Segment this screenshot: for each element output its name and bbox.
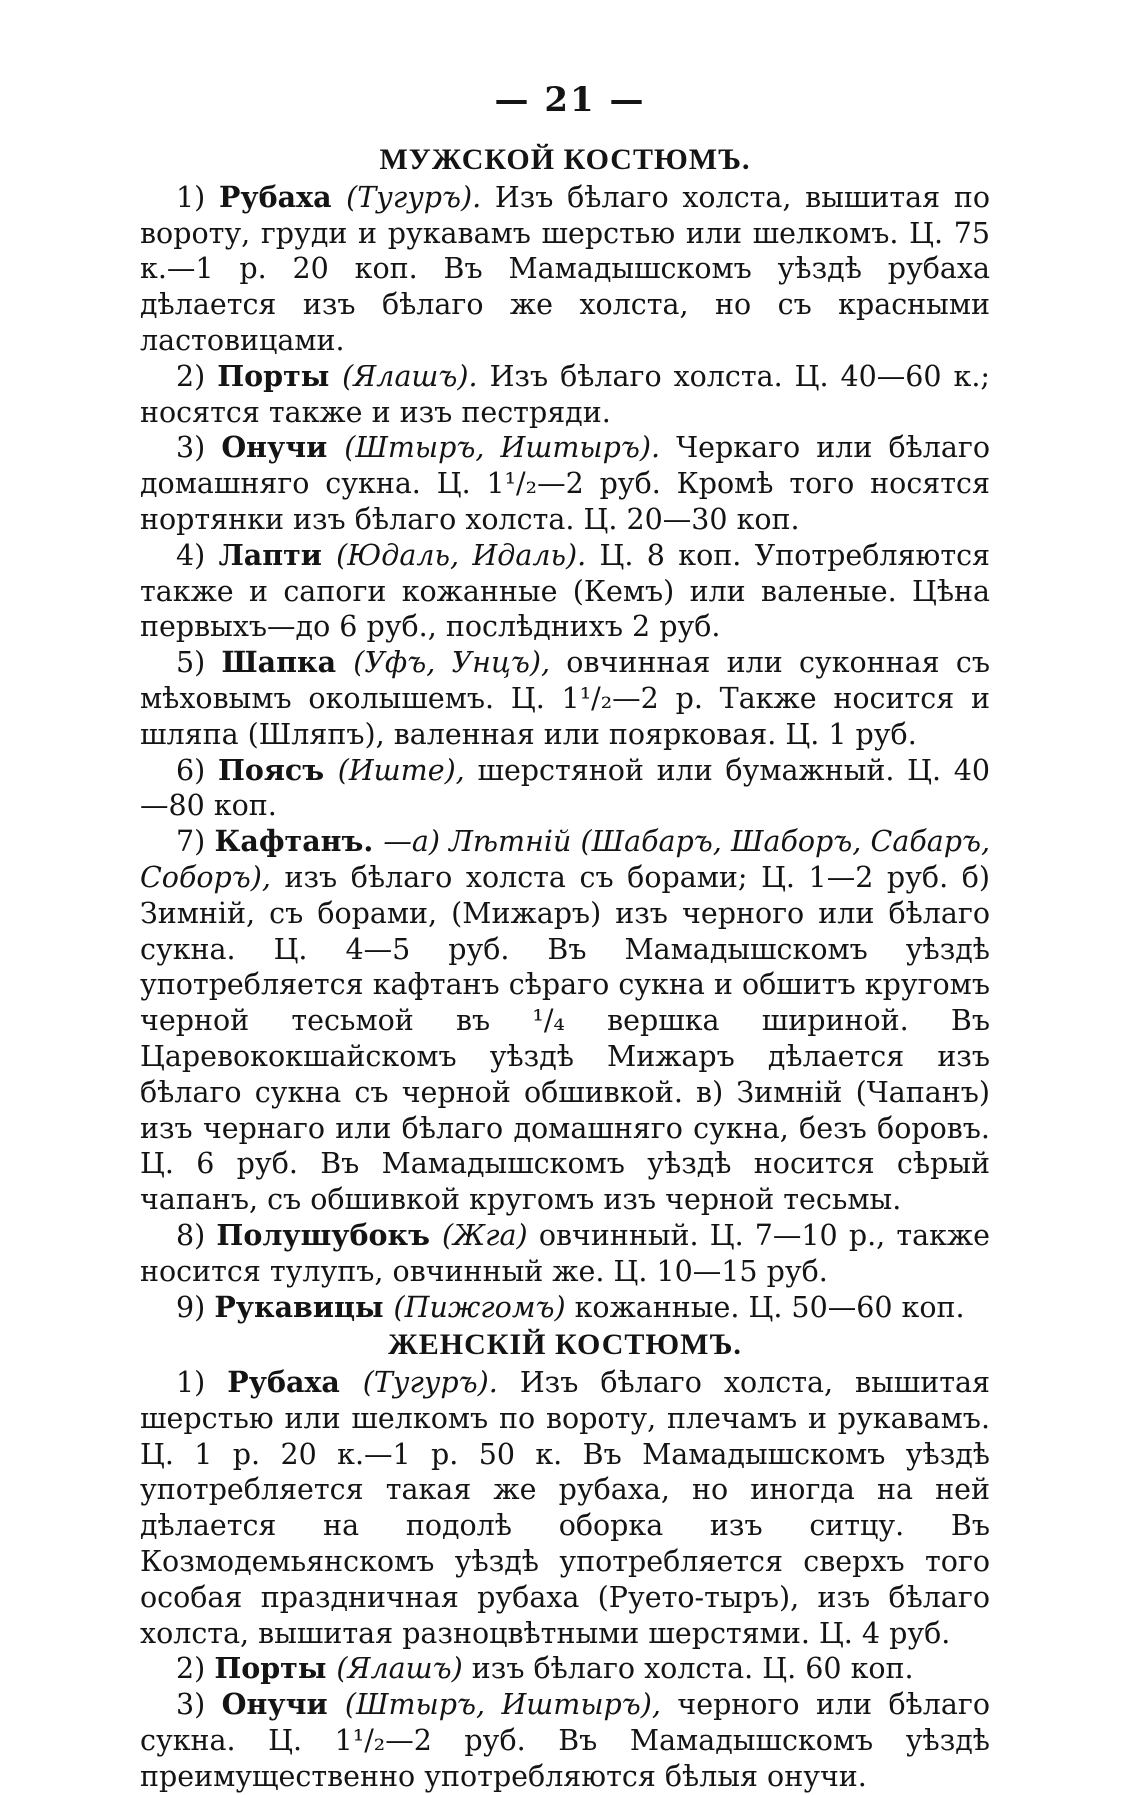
item-name: Рубаха bbox=[227, 1365, 363, 1400]
item-local-name: (Штыръ, Иштыръ), bbox=[344, 1688, 661, 1722]
item-local-name: (Пижгомъ) bbox=[393, 1290, 566, 1324]
item-name: Кафтанъ. bbox=[214, 824, 384, 859]
item-local-name: (Тугуръ). bbox=[346, 180, 482, 214]
item-description: черного или бѣлаго сукна. Ц. 1¹/₂—2 руб. Въ Мамадышскомъ уѣздѣ преимущественно употребляются бѣлыя онучи. bbox=[140, 1688, 990, 1793]
women-costume-heading: ЖЕНСКІЙ КОСТЮМЪ. bbox=[388, 1328, 742, 1362]
item-name: Лапти bbox=[218, 537, 337, 572]
item-name: Онучи bbox=[221, 430, 345, 465]
item-number: 7) bbox=[176, 825, 215, 859]
item-name: Порты bbox=[217, 358, 343, 393]
item-number: 1) bbox=[176, 180, 219, 214]
page-number: — 21 — bbox=[494, 80, 646, 120]
women-item-2 bbox=[140, 1651, 990, 1687]
item-number: 1) bbox=[176, 1366, 228, 1400]
item-description: овчинный. Ц. 7—10 р., также носится тулупъ, овчинный же. Ц. 10—15 руб. bbox=[140, 1218, 990, 1288]
item-local-name: (Ялашъ) bbox=[336, 1652, 463, 1686]
item-description: Изъ бѣлаго холста. Ц. 40—60 к.; носятся также и изъ пестряди. bbox=[140, 359, 991, 429]
item-description: кожанные. Ц. 50—60 коп. bbox=[565, 1290, 965, 1324]
item-description: шерстяной или бумажный. Ц. 40—80 коп. bbox=[140, 753, 990, 823]
item-name: Порты bbox=[214, 1651, 337, 1686]
men-costume-heading: МУЖСКОЙ КОСТЮМЪ. bbox=[379, 143, 751, 176]
item-description: Изъ бѣлаго холста, вышитая шерстью или шелкомъ по вороту, плечамъ и рукавамъ. Ц. 1 р. 20 к.—1 р. 50 к. Въ Мамадышскомъ уѣздѣ употребляется такая же рубаха, но иногда на ней дѣлается на подолѣ оборка изъ ситцу. Въ Козмодемьянскомъ уѣздѣ употребляется сверхъ того особая праздничная рубаха (Руето-тыръ), изъ бѣлаго холста, вышитая разноцвѣтными шерстями. Ц. 4 руб. bbox=[140, 1366, 991, 1650]
women-item-3 bbox=[140, 1687, 990, 1794]
men-item-4 bbox=[140, 538, 990, 645]
item-description: изъ бѣлаго холста съ борами; Ц. 1—2 руб. б) Зимній, съ борами, (Мижаръ) изъ черного или бѣлаго сукна. Ц. 4—5 руб. Въ Мамадышскомъ уѣздѣ употребляется кафтанъ сѣраго сукна и обшитъ кругомъ черной тесьмой въ ¹/₄ вершка шириной. Въ Царевококшайскомъ уѣздѣ Мижаръ дѣлается изъ бѣлаго сукна съ черной обшивкой. в) Зимній (Чапанъ) изъ чернаго или бѣлаго домашняго сукна, безъ боровъ. Ц. 6 руб. Въ Мамадышскомъ уѣздѣ носится сѣрый чапанъ, съ обшивкой кругомъ изъ черной тесьмы. bbox=[140, 860, 990, 1217]
item-name: Рубаха bbox=[218, 179, 347, 214]
item-local-name: (Уфъ, Унцъ), bbox=[353, 646, 551, 680]
item-number: 3) bbox=[176, 431, 222, 465]
item-number: 6) bbox=[176, 753, 218, 787]
item-description: Изъ бѣлаго холста, вышитая по вороту, груди и рукавамъ шерстью или шелкомъ. Ц. 75 к.—1 р. 20 коп. Въ Мамадышскомъ уѣздѣ рубаха дѣлается изъ бѣлаго же холста, но съ красными ластовицами. bbox=[140, 180, 991, 357]
women-item-1 bbox=[140, 1365, 990, 1651]
men-item-7 bbox=[140, 824, 990, 1218]
item-name: Онучи bbox=[221, 1687, 345, 1722]
item-name: Рукавицы bbox=[214, 1289, 394, 1324]
item-name: Шапка bbox=[221, 645, 354, 680]
men-item-9 bbox=[140, 1290, 990, 1326]
men-item-2 bbox=[140, 359, 990, 431]
item-local-name: (Жга) bbox=[442, 1218, 528, 1252]
item-number: 3) bbox=[176, 1688, 222, 1722]
men-items-list bbox=[140, 180, 990, 1326]
item-number: 2) bbox=[176, 1652, 215, 1686]
men-item-8 bbox=[140, 1218, 990, 1290]
item-local-name: (Тугуръ). bbox=[362, 1366, 498, 1400]
item-number: 4) bbox=[176, 538, 219, 572]
men-item-1 bbox=[140, 180, 990, 359]
item-local-name: (Юдаль, Идаль). bbox=[336, 538, 587, 572]
item-local-name: (Штыръ, Иштыръ). bbox=[344, 431, 661, 465]
item-local-name: —а) Лѣтній (Шабаръ, Шаборъ, Сабаръ, Соборъ), bbox=[140, 825, 991, 894]
item-number: 9) bbox=[176, 1290, 215, 1324]
men-item-3 bbox=[140, 430, 990, 537]
item-description: изъ бѣлаго холста. Ц. 60 коп. bbox=[462, 1652, 914, 1686]
item-description: Ц. 8 коп. Употребляются также и сапоги кожанные (Кемъ) или валеные. Цѣна первыхъ—до 6 руб., послѣднихъ 2 руб. bbox=[140, 538, 991, 644]
men-item-6 bbox=[140, 753, 990, 825]
item-local-name: (Ялашъ). bbox=[342, 359, 478, 393]
men-item-5 bbox=[140, 645, 990, 752]
body-text bbox=[140, 140, 990, 1795]
item-name: Полушубокъ bbox=[216, 1217, 443, 1252]
item-number: 8) bbox=[176, 1218, 217, 1252]
women-items-list bbox=[140, 1365, 990, 1795]
item-number: 2) bbox=[176, 359, 218, 393]
item-description: овчинная или суконная съ мѣховымъ околышемъ. Ц. 1¹/₂—2 р. Также носится и шляпа (Шляпъ), валенная или поярковая. Ц. 1 руб. bbox=[140, 646, 991, 751]
item-description: Черкаго или бѣлаго домашняго сукна. Ц. 1¹/₂—2 руб. Кромѣ того носятся нортянки изъ бѣлаго холста. Ц. 20—30 коп. bbox=[140, 431, 990, 536]
item-number: 5) bbox=[176, 646, 222, 680]
item-local-name: (Иштe), bbox=[337, 753, 465, 787]
item-name: Поясъ bbox=[217, 752, 338, 787]
